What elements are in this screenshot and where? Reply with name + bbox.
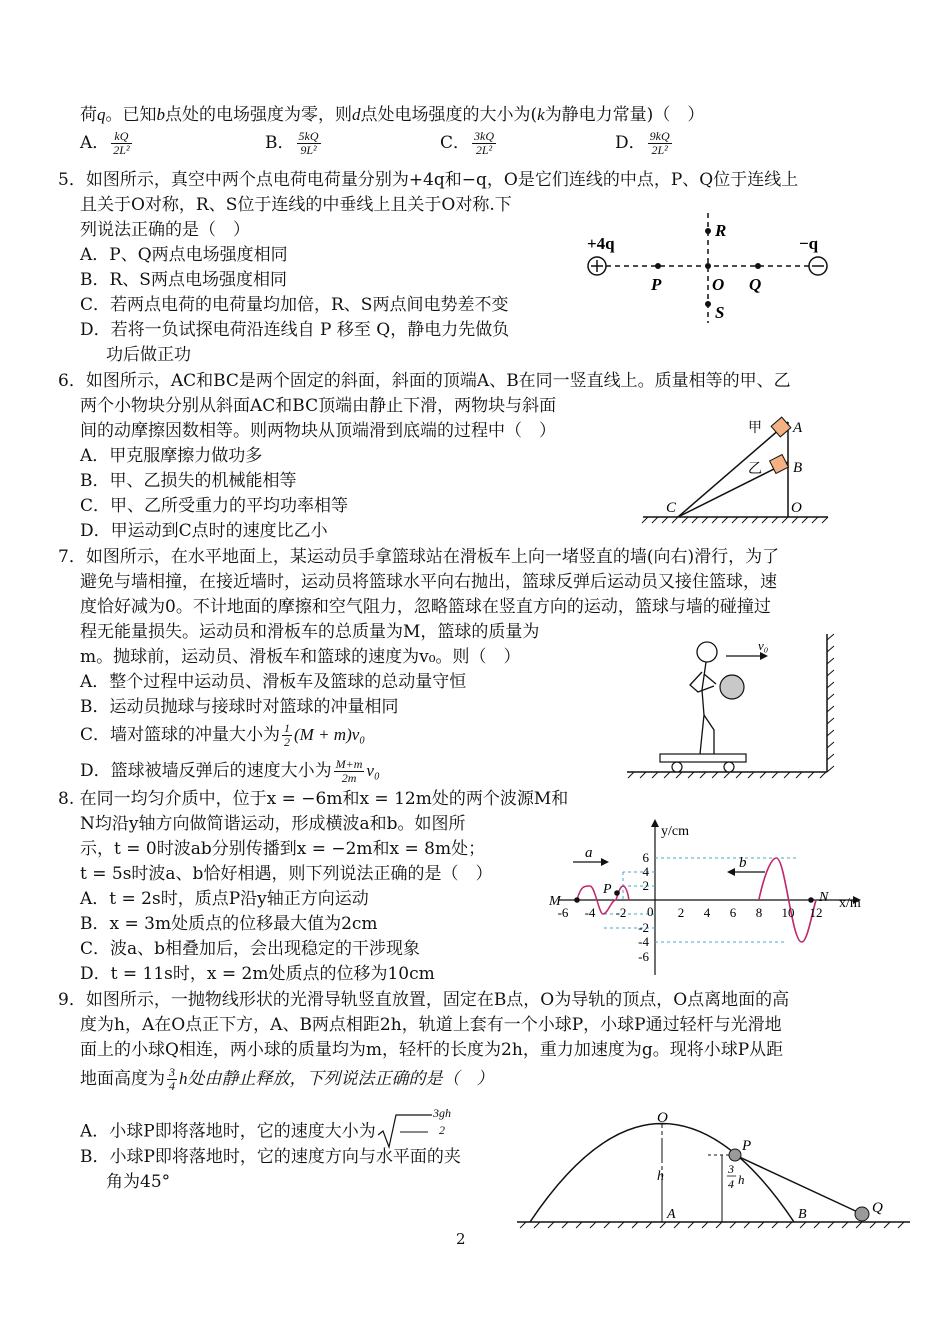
point-q	[755, 263, 761, 269]
q5-option-d: D．若将一负试探电荷沿连线自 P 移至 Q，静电力先做负	[80, 320, 510, 340]
q8-stem-line3: 示，t = 0时波ab分别传播到x = −2m和x = 8m处；	[80, 839, 486, 859]
q9-option-b: B．小球P即将落地时，它的速度方向与水平面的夹	[80, 1147, 461, 1167]
label-b: b	[739, 855, 747, 871]
q4-option-d: D． $\frac{9kQ}{\text{2L²}}$	[615, 129, 670, 157]
q6-stem-line2: 两个小物块分别从斜面AC和BC顶端由静止下滑，两物块与斜面	[80, 396, 557, 416]
label-p: P	[603, 882, 612, 897]
label-c: C	[666, 500, 677, 516]
label-p: P	[742, 1138, 752, 1154]
x-tick-6: 6	[729, 905, 737, 920]
point-s	[705, 301, 711, 307]
q9-stem-line4: 地面高度为 $\frac{3}{4}$ h处由静止释放，下列说法正确的是（ ）	[80, 1065, 494, 1093]
q8-stem-line4: t = 5s时波a、b恰好相遇，则下列说法正确的是（ ）	[80, 864, 493, 884]
label-three: 3	[728, 1162, 734, 1176]
y-tick-6: 6	[642, 850, 649, 865]
x-axis-label: x/m	[839, 896, 861, 911]
q7-stem-line3: 度恰好减为0。不计地面的摩擦和空气阻力，忽略篮球在竖直方向的运动，篮球与墙的碰撞过	[80, 597, 771, 617]
q8-figure	[543, 815, 875, 980]
label-a: A	[793, 420, 803, 436]
q4-continuation: 荷q。已知b点处的电场强度为零，则d点处电场强度的大小为(k为静电力常量)（ ）	[80, 105, 705, 125]
label-v0: v₀	[758, 638, 769, 653]
q7-stem-line4: 程无能量损失。运动员和滑板车的总质量为M，篮球的质量为	[80, 622, 540, 642]
q7-stem-line5: m。抛球前，运动员、滑板车和篮球的速度为v₀。则（ ）	[80, 647, 521, 667]
q6-stem-line3: 间的动摩擦因数相等。则两物块从顶端滑到底端的过程中（ ）	[80, 421, 556, 441]
point-p	[655, 263, 661, 269]
wheel-left	[672, 762, 682, 772]
q5-option-c: C．若两点电荷的电荷量均加倍，R、S两点间电势差不变	[80, 295, 509, 315]
origin-label: 0	[647, 904, 654, 919]
label-q: Q	[872, 1200, 883, 1216]
q5-stem-line2: 且关于O对称，R、S位于连线的中垂线上且关于O对称.下	[80, 195, 512, 215]
q7-option-b: B．运动员抛球与接球时对篮球的冲量相同	[80, 697, 399, 717]
q7-option-d: D．篮球被墙反弹后的速度大小为 $\frac{M+m}{2m}$ v₀	[80, 757, 380, 785]
wheel-right	[724, 762, 734, 772]
label-a: A	[667, 1207, 676, 1222]
label-s: S	[715, 303, 725, 322]
q4-option-b: B． $\frac{5kQ}{\text{9L²}}$	[265, 129, 319, 157]
label-b: B	[793, 460, 803, 476]
point-o	[705, 263, 711, 269]
q6-option-c: C．甲、乙所受重力的平均功率相等	[80, 496, 349, 516]
q4-option-a: A． $\frac{kQ}{\text{2L²}}$	[80, 129, 130, 157]
q9-option-b-cont: 角为45°	[106, 1172, 171, 1192]
y-axis-label: y/cm	[661, 824, 689, 839]
label-four: 4	[728, 1177, 734, 1191]
label-o: O	[657, 1110, 668, 1126]
q5-stem-line3: 列说法正确的是（ ）	[80, 220, 250, 240]
q8-stem-line2: N均沿y轴方向做简谐运动，形成横波a和b。如图所	[80, 814, 466, 834]
q9-option-a-fraction: 3gh 2	[433, 1106, 451, 1137]
q7-figure	[622, 630, 852, 780]
q9-option-a: A．小球P即将落地时，它的速度大小为	[80, 1113, 434, 1151]
label-h: h	[657, 1169, 664, 1184]
label-r: R	[715, 221, 727, 240]
skateboard	[660, 754, 746, 762]
q8-option-b: B．x = 3m处质点的位移最大值为2cm	[80, 914, 378, 934]
label-m: M	[549, 894, 561, 909]
q6-option-d: D．甲运动到C点时的速度比乙小	[80, 521, 328, 541]
y-tick-neg2: -2	[638, 920, 649, 935]
y-tick-4: 4	[642, 864, 649, 879]
label-plus4q: +4q	[587, 234, 615, 253]
label-b: B	[798, 1207, 807, 1222]
q9-stem-line1: 9．如图所示，一抛物线形状的光滑导轨竖直放置，固定在B点，O为导轨的顶点，O点离地面的高	[58, 990, 790, 1010]
q5-figure	[575, 205, 850, 330]
label-jia: 甲	[748, 421, 762, 436]
point-p	[614, 890, 620, 896]
y-tick-neg4: -4	[638, 934, 649, 949]
label-yi: 乙	[748, 462, 762, 477]
x-tick-neg4: -4	[584, 905, 596, 920]
q9-stem-line3: 面上的小球Q相连，两小球的质量均为m，轻杆的长度为2h，重力加速度为g。现将小球P从距	[80, 1040, 784, 1060]
label-n: N	[819, 890, 829, 905]
q7-option-c: C．墙对篮球的冲量大小为 $\frac{1}{2}$ (M + m)v₀	[80, 721, 366, 749]
x-tick-2: 2	[677, 905, 685, 920]
x-tick-4: 4	[703, 905, 711, 920]
q4-option-c: C． $\frac{3kQ}{\text{2L²}}$	[440, 129, 495, 157]
q6-figure	[638, 410, 838, 525]
basketball	[720, 675, 744, 699]
label-o: O	[791, 500, 802, 516]
label-a: a	[585, 845, 593, 861]
label-q: Q	[749, 275, 762, 294]
x-tick-8: 8	[755, 905, 763, 920]
x-tick-10: 10	[781, 905, 795, 920]
point-r	[705, 228, 711, 234]
q7-stem-line1: 7．如图所示，在水平地面上，某运动员手拿篮球站在滑板车上向一堵竖直的墙(向右)滑行，为了	[58, 547, 780, 567]
label-h-three-quarter: h	[738, 1172, 745, 1187]
q8-option-d: D．t = 11s时，x = 2m处质点的位移为10cm	[80, 964, 435, 984]
q6-stem-line1: 6．如图所示，AC和BC是两个固定的斜面，斜面的顶端A、B在同一竖直线上。质量相等的甲、乙	[58, 371, 791, 391]
q8-option-c: C．波a、b相叠加后，会出现稳定的干涉现象	[80, 939, 421, 959]
label-minusq: −q	[799, 234, 819, 253]
q5-stem-line1: 5．如图所示，真空中两个点电荷电荷量分别为+4q和−q，O是它们连线的中点，P、Q位于连线上	[58, 170, 799, 190]
page-number: 2	[456, 1230, 466, 1248]
q6-option-a: A．甲克服摩擦力做功多	[80, 446, 263, 466]
label-o: O	[712, 275, 725, 294]
y-tick-2: 2	[642, 878, 649, 893]
q8-stem-line1: 8. 在同一均匀介质中，位于x = −6m和x = 12m处的两个波源M和	[58, 789, 569, 809]
ball-q	[855, 1207, 869, 1221]
x-tick-neg6: -6	[557, 905, 569, 920]
light-rod	[735, 1155, 862, 1214]
athlete-figure	[690, 642, 717, 754]
q9-stem-line2: 度为h，A在O点正下方，A、B两点相距2h，轨道上套有一个小球P，小球P通过轻杆与光滑地	[80, 1015, 782, 1035]
q5-option-d-cont: 功后做正功	[106, 345, 191, 365]
source-m	[574, 897, 580, 903]
x-tick-12: 12	[809, 905, 823, 920]
label-p: P	[651, 275, 662, 294]
q9-figure	[512, 1110, 914, 1235]
q7-option-a: A．整个过程中运动员、滑板车及篮球的总动量守恒	[80, 672, 467, 692]
q5-option-a: A．P、Q两点电场强度相同	[80, 245, 288, 265]
ball-p	[729, 1149, 741, 1161]
q5-option-b: B．R、S两点电场强度相同	[80, 270, 287, 290]
q7-stem-line2: 避免与墙相撞，在接近墙时，运动员将篮球水平向右抛出，篮球反弹后运动员又接住篮球，速	[80, 572, 777, 592]
q6-option-b: B．甲、乙损失的机械能相等	[80, 471, 297, 491]
q8-option-a: A．t = 2s时，质点P沿y轴正方向运动	[80, 889, 369, 909]
x-tick-neg2: -2	[615, 905, 627, 920]
source-n	[808, 897, 814, 903]
y-tick-neg6: -6	[638, 949, 649, 964]
